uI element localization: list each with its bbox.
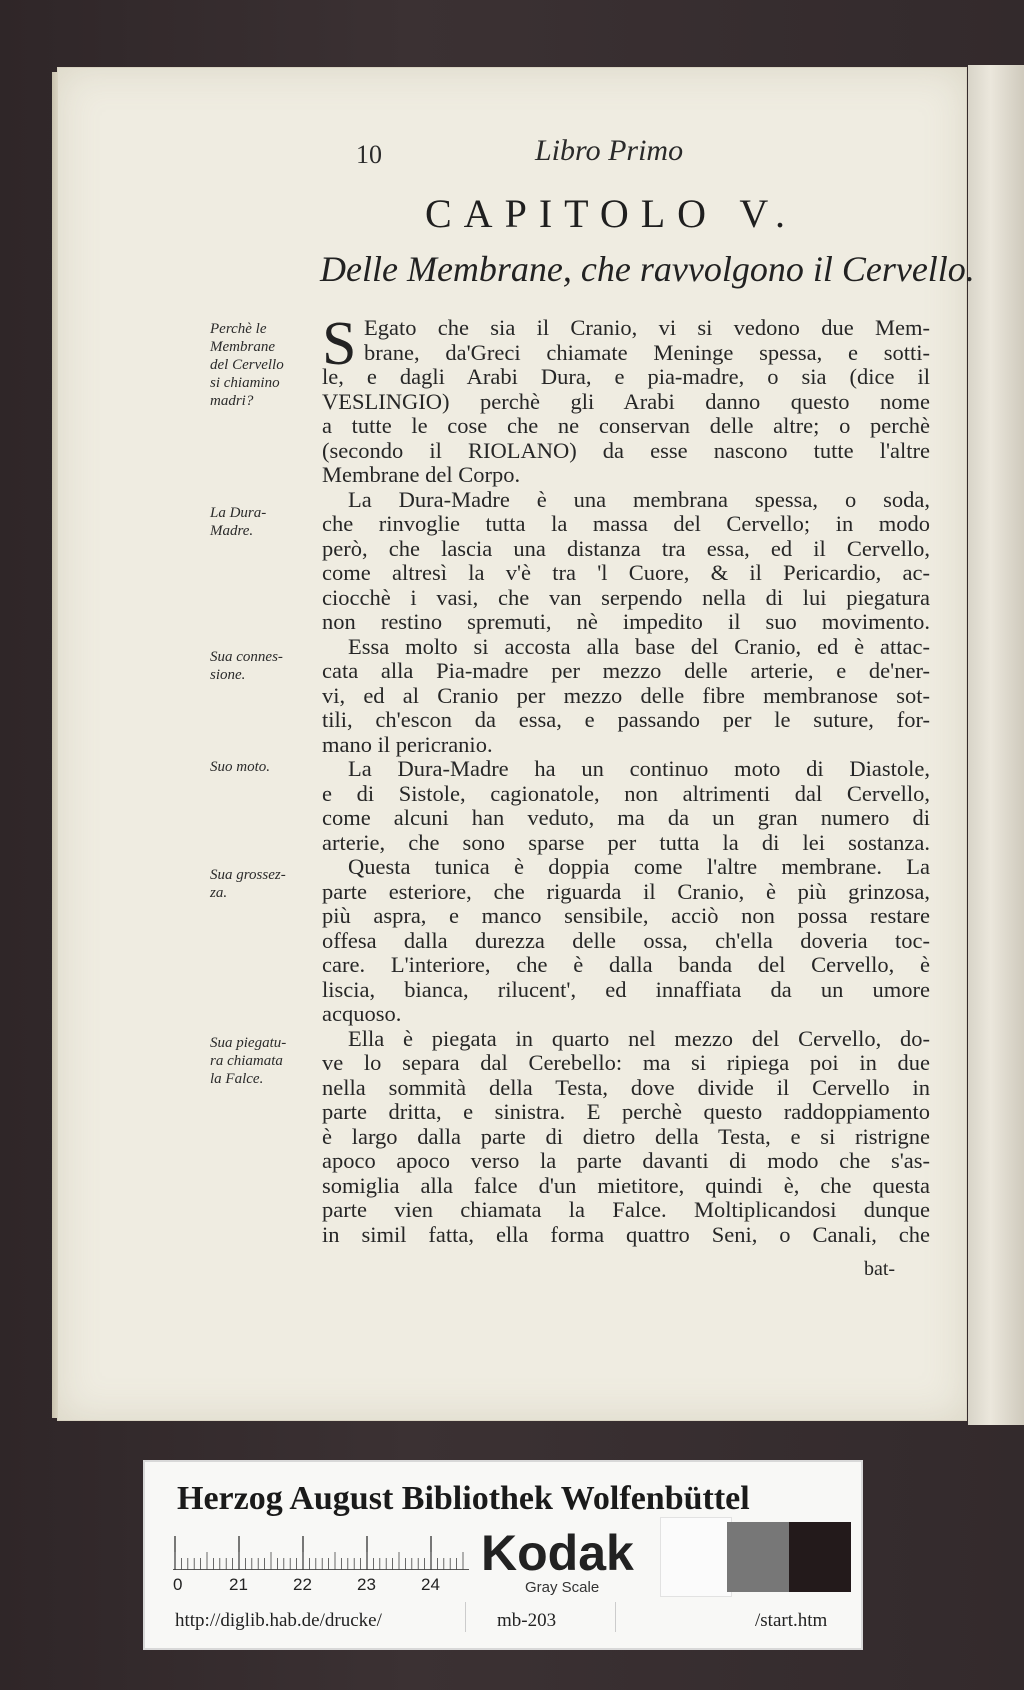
margin-note: Suo moto. <box>210 759 270 775</box>
drop-cap: S <box>322 310 357 378</box>
text-line: acquoso. <box>322 1001 402 1026</box>
ruler-label: 22 <box>293 1575 312 1594</box>
white-swatch <box>660 1517 732 1597</box>
text-line: apoco apoco verso la parte davanti di modo che s'as- <box>322 1148 930 1173</box>
facing-page-strip <box>968 65 1024 1425</box>
gray-scale-label: Gray Scale <box>525 1579 600 1596</box>
color-target-card <box>143 1460 863 1650</box>
ruler-label: 21 <box>229 1575 248 1594</box>
divider <box>615 1602 616 1632</box>
text-line: parte esteriore, che riguarda il Cranio, è più grinzosa, <box>322 878 930 904</box>
text-line: le, e dagli Arabi Dura, e pia-madre, o sia (dice il <box>322 364 930 389</box>
catchword: bat- <box>864 1258 896 1280</box>
page-number: 10 <box>356 140 382 169</box>
text-line: Essa molto si accosta alla base del Cranio, ed è attac- <box>348 633 930 659</box>
text-line: Membrane del Corpo. <box>322 462 521 487</box>
black-swatch <box>789 1522 851 1592</box>
text-line: offesa dalla durezza delle ossa, ch'ella doveria toc- <box>322 927 930 953</box>
text-line: nella sommità della Testa, dove divide il Cervello in <box>322 1074 930 1100</box>
text-line: mano il pericranio. <box>322 731 493 757</box>
ruler-label: 23 <box>357 1575 376 1594</box>
text-line: somiglia alla falce d'un mietitore, quindi è, che questa <box>322 1172 930 1198</box>
body-text <box>322 310 930 1247</box>
text-line: però, che lascia una distanza tra essa, ed il Cervello, <box>322 535 930 561</box>
ruler-labels <box>173 1575 469 1597</box>
url-part[interactable]: http://diglib.hab.de/drucke/ <box>175 1610 382 1631</box>
text-line: più aspra, e manco sensibile, acciò non possa restare <box>322 903 930 928</box>
text-line: La Dura-Madre ha un continuo moto di Diastole, <box>348 756 930 781</box>
text-line: a tutte le cose che ne conservan delle altre; o perchè <box>322 413 930 438</box>
margin-note: Sua piegatu- ra chiamata la Falce. <box>210 1035 287 1087</box>
text-line: che rinvoglie tutta la massa del Cervello; in modo <box>322 511 930 536</box>
ruler-icon <box>173 1530 469 1570</box>
text-line: La Dura-Madre è una membrana spessa, o soda, <box>348 486 930 512</box>
text-line: tili, ch'escon da essa, e passando per le suture, for- <box>322 707 930 732</box>
text-line: in simil fatta, ella forma quattro Seni, o Canali, che <box>322 1221 930 1247</box>
text-line: parte vien chiamata la Falce. Moltiplicandosi dunque <box>322 1197 930 1222</box>
ruler-label: 0 <box>173 1575 183 1594</box>
chapter-title: CAPITOLO V. <box>425 191 798 236</box>
margin-note: Sua connes- sione. <box>210 649 283 683</box>
kodak-logo: Kodak <box>481 1525 634 1581</box>
ruler-label: 24 <box>421 1575 440 1594</box>
text-line: VESLINGIO) perchè gli Arabi danno questo nome <box>322 388 930 414</box>
text-line: parte dritta, e sinistra. E perchè questo raddoppiamento <box>322 1099 930 1124</box>
margin-note: La Dura- Madre. <box>210 505 267 539</box>
text-line: ve lo separa dal Cerebello: ma si ripiega poi in due <box>322 1050 930 1075</box>
divider <box>465 1602 466 1632</box>
gray-swatch <box>727 1522 789 1592</box>
text-line: Questa tunica è doppia come l'altre membrane. La <box>348 854 930 879</box>
text-line: (secondo il RIOLANO) da esse nascono tutte l'altre <box>322 437 930 463</box>
text-line: cata alla Pia-madre per mezzo delle arterie, e de'ner- <box>322 658 930 683</box>
text-line: vi, ed al Cranio per mezzo delle fibre membranose sot- <box>322 682 930 708</box>
text-line: come altresì la v'è tra 'l Cuore, & il Pericardio, ac- <box>322 560 930 585</box>
text-line: arterie, che sono sparse per tutta la di lei sostanza. <box>322 829 930 855</box>
text-line: liscia, bianca, rilucent', ed innaffiata da un umore <box>322 976 930 1002</box>
chapter-subtitle: Delle Membrane, che ravvolgono il Cervello. <box>320 249 975 289</box>
text-line: Egato che sia il Cranio, vi si vedono due Mem- <box>364 315 930 340</box>
text-line: e di Sistole, cagionatole, non altrimenti dal Cervello, <box>322 780 930 806</box>
library-name: Herzog August Bibliothek Wolfenbüttel <box>177 1480 750 1517</box>
url-part[interactable]: mb-203 <box>497 1610 557 1631</box>
running-head: Libro Primo <box>535 134 684 167</box>
margin-note: Sua grossez- za. <box>210 867 286 901</box>
margin-note: Perchè le Membrane del Cervello si chiamino madri? <box>210 321 284 409</box>
text-line: come alcuni han veduto, ma da un gran numero di <box>322 805 930 830</box>
text-line: è largo dalla parte di dietro della Testa, e si ristrigne <box>322 1123 930 1149</box>
text-line: non restino spremuti, nè impedito il suo movimento. <box>322 609 930 634</box>
text-line: Ella è piegata in quarto nel mezzo del Cervello, do- <box>348 1025 930 1051</box>
text-line: ciocchè i vasi, che van serpendo nella di lui piegatura <box>322 584 930 610</box>
text-line: care. L'interiore, che è dalla banda del Cervello, è <box>322 952 930 977</box>
url-part[interactable]: /start.htm <box>755 1610 828 1631</box>
text-line: brane, da'Greci chiamate Meninge spessa, e sotti- <box>364 339 930 365</box>
